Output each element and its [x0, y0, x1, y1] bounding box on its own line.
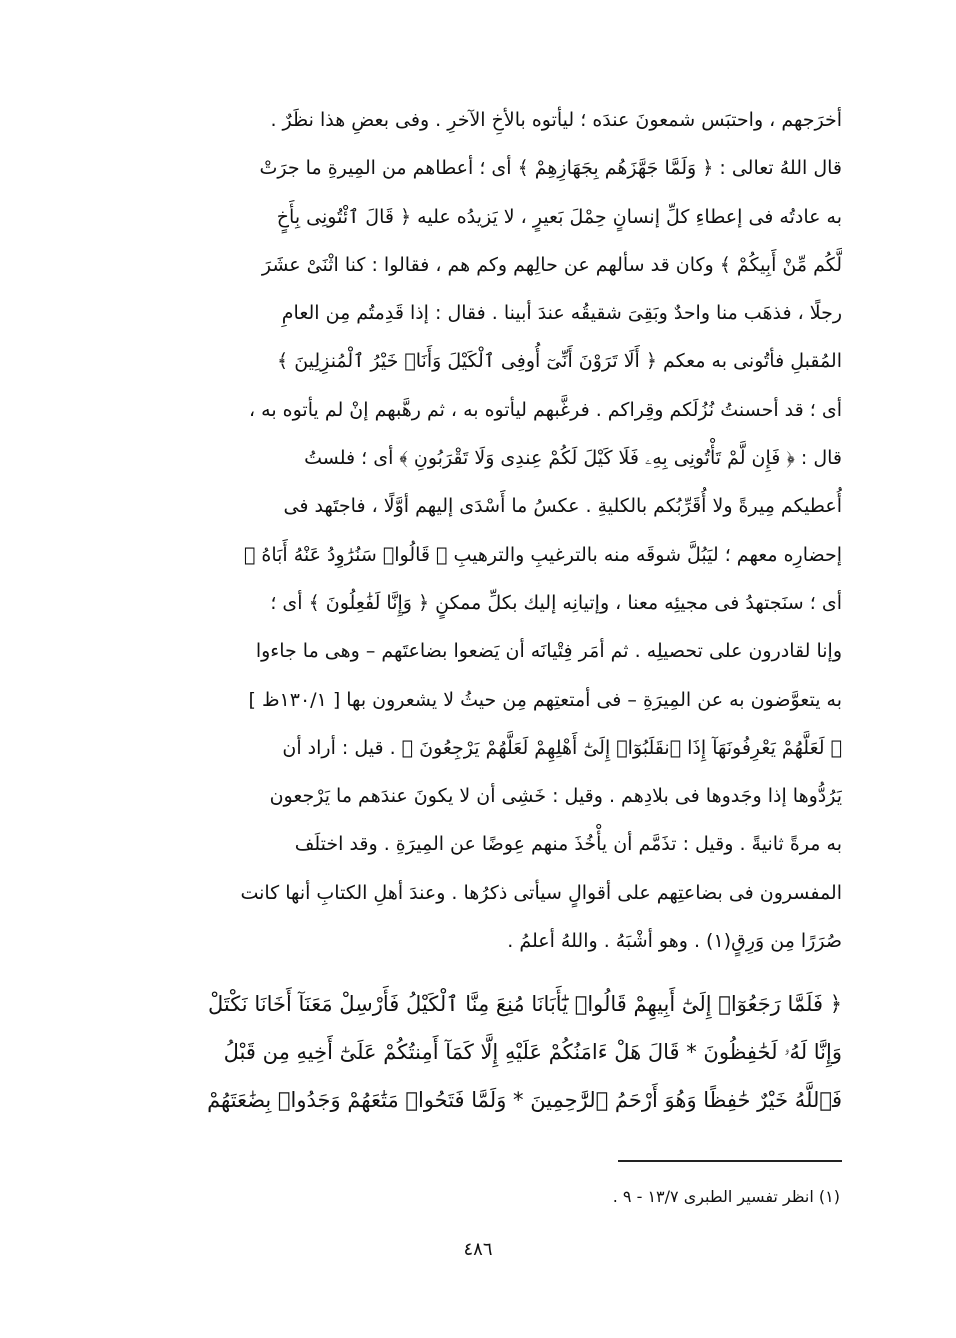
footnote: (١) انظر تفسير الطبرى ١٣/٧ - ٩ .: [612, 1187, 840, 1206]
text-line: ﴿ لَعَلَّهُمْ يَعْرِفُونَهَآ إِذَا ٱنقَلَبُوٓا۟ إِلَىٰٓ أَهْلِهِمْ لَعَلَّهُمْ يَرْجِعُونَ ﴾ . قيل : أراد أن: [282, 736, 842, 759]
verse-line: ﴿ فَلَمَّا رَجَعُوٓا۟ إِلَىٰٓ أَبِيهِمْ قَالُوا۟ يَٰٓأَبَانَا مُنِعَ مِنَّا ٱلْكَيْلُ فَأَرْسِلْ مَعَنَآ أَخَانَا نَكْتَلْ: [207, 992, 842, 1016]
text-line: به يتعوَّضون به عن المِيرَةِ – فى أمتعتِهم مِن حيثُ لا يشعرون بها [ ١٣٠/١ظ ]: [248, 688, 842, 711]
text-line: لَّكُم مِّنْ أَبِيكُمْ ﴾ وكان قد سألهم عن حالِهم وكم هم ، فقالوا : كنا اثْنَىْ عشَرَ: [261, 253, 842, 276]
text-line: المفسرون فى بضاعتِهم على أقوالٍ سيأتى ذكرُها . وعندَ أهلِ الكتابِ أنها كانت: [240, 881, 842, 904]
text-line: أى ؛ قد أحسنتُ نُزُلَكم وقِراكم . فرغَّبهم ليأتوه به ، ثم رهَّبهم إنْ لم يأتوه به ،: [248, 398, 842, 421]
text-line: يَرُدُّوها إذا وجَدوها فى بلادِهم . وقيل : خَشِى أن لا يكونَ عندَهم ما يَرْجعون: [269, 785, 842, 808]
text-line: وإنا لقادرون على تحصيلِه . ثم أمَر فِتْيانَه أن يَضعوا بضاعتَهم – وهى ما جاءوا: [255, 640, 842, 663]
verse-line: فَٱللَّهُ خَيْرٌ حَٰفِظًا وَهُوَ أَرْحَمُ ٱلرَّٰحِمِينَ * وَلَمَّا فَتَحُوا۟ مَتَٰعَهُمْ وَجَدُوا۟ بِضَٰعَتَهُمْ: [207, 1088, 842, 1112]
text-line: أخرَجهم ، واحتبَس شمعونَ عندَه ؛ ليأتوه بالأخِ الآخرِ . وفى بعضِ هذا نظَرٌ .: [270, 109, 842, 131]
text-line: أُعطيكم مِيرةً ولا أُقَرِّبُكم بالكليةِ . عكسُ ما أَسْدَى إليهم أوَّلًا ، فاجتَهد فى: [283, 495, 842, 518]
text-line: به عادتُه فى إعطاءِ كلِّ إنسانٍ حِمْلَ بَعيرٍ ، لا يَزيدُه عليه ﴿ قَالَ ٱئْتُونِى بِأَخٍ: [276, 205, 842, 228]
text-line: رجلًا ، فذهَب منا واحدٌ وبَقِىَ شقيقُه عندَ أبينا . فقال : إذا قَدِمتُم مِن العامِ: [281, 302, 842, 325]
body-text: [112, 96, 842, 965]
text-line: به مرةً ثانيةً . وقيل : تذَمَّم أن يأْخُذَ منهم عِوضًا عن المِيرَةِ . وقد اختلَف: [294, 833, 842, 856]
page-number: ٤٨٦: [463, 1239, 493, 1260]
text-line: قال اللهُ تعالى : ﴿ وَلَمَّا جَهَّزَهُم بِجَهَازِهِمْ ﴾ أى ؛ أعطاهم من المِيرةِ ما جرَتْ: [259, 157, 842, 180]
verse-line: وَإِنَّا لَهُۥ لَحَٰفِظُونَ * قَالَ هَلْ ءَامَنُكُمْ عَلَيْهِ إِلَّا كَمَآ أَمِنتُكُمْ عَلَىٰٓ أَخِيهِ مِن قَبْلُ: [223, 1040, 842, 1064]
text-line: صُرَرًا مِن وَرِقٍ(١) . وهو أشْبَهُ . واللهُ أعلمُ .: [507, 930, 842, 953]
text-line: أى ؛ سنَجتهدُ فى مجيئِه معنا ، وإتيانِه إليك بكلِّ ممكنٍ ﴿ وَإِنَّا لَفَٰعِلُونَ ﴾ أى ؛: [270, 591, 842, 614]
text-line: إحضارِه معهم ؛ ليَبُلَّ شوقَه منه بالترغيبِ والترهيبِ ﴿ قَالُوا۟ سَنُرَٰوِدُ عَنْهُ أَبَاهُ ﴾: [243, 543, 842, 566]
quran-verse-block: [112, 980, 842, 1124]
text-line: قال : ﴿ فَإِن لَّمْ تَأْتُونِى بِهِۦ فَلَا كَيْلَ لَكُمْ عِندِى وَلَا تَقْرَبُونِ ﴾ أى ؛ فلستُ: [304, 447, 842, 470]
footnote-divider: [618, 1160, 842, 1162]
text-line: المُقبلِ فأتُونى به معكم ﴿ أَلَا تَرَوْنَ أَنِّىٓ أُوفِى ٱلْكَيْلَ وَأَنَا۠ خَيْرُ ٱلْمُنزِلِينَ ﴾: [277, 350, 842, 373]
